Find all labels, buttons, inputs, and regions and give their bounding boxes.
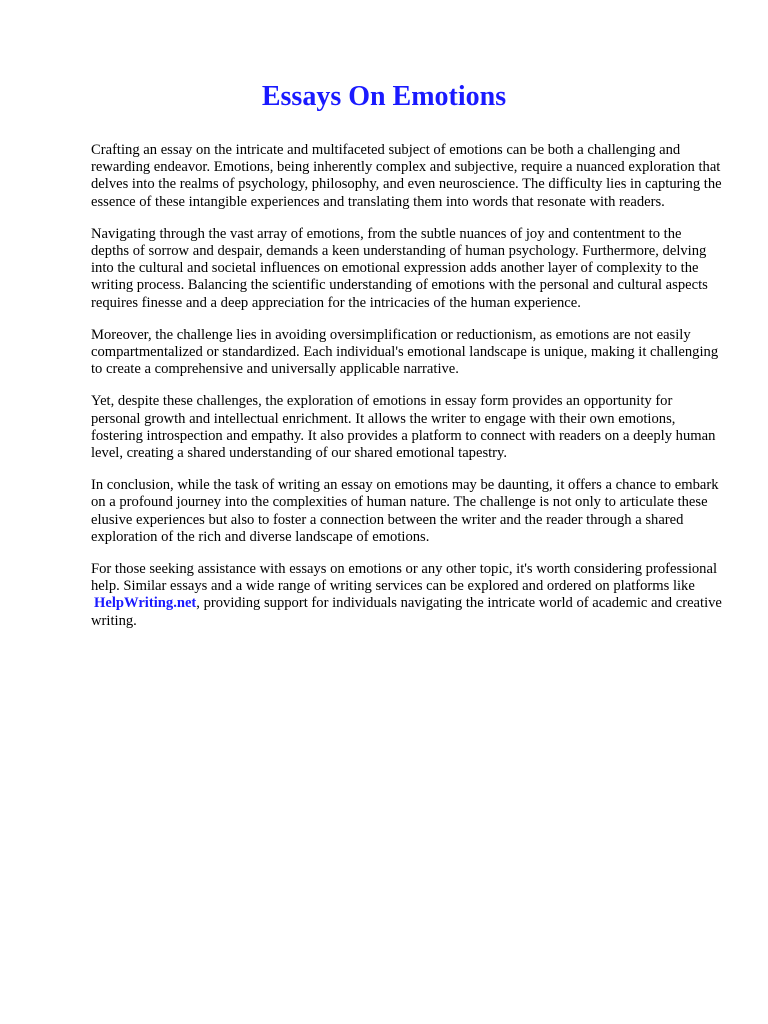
- paragraph-4: Yet, despite these challenges, the exploration of emotions in essay form provides an opportunity for personal growth and intellectual enrichment. It allows the writer to engage with their own emotions, fostering introspection and empathy. It also provides a platform to connect with readers on a deeply human level, creating a shared understanding of our shared emotional tapestry.: [91, 393, 716, 462]
- closing-paragraph: [91, 561, 722, 630]
- paragraph-1: Crafting an essay on the intricate and multifaceted subject of emotions can be both a challenging and rewarding endeavor. Emotions, being inherently complex and subjective, require a nuanced exploration that delves into the realms of psychology, philosophy, and even neuroscience. The difficulty lies in capturing the essence of these intangible experiences and translating them into words that resonate with readers.: [91, 142, 722, 210]
- paragraph-3: Moreover, the challenge lies in avoiding oversimplification or reductionism, as emotions are not easily compartmentalized or standardized. Each individual's emotional landscape is unique, making it challenging to create a comprehensive and universally applicable narrative.: [91, 326, 719, 378]
- closing-text-after-link: , providing support for individuals navigating the intricate world of academic and creative writing.: [91, 595, 722, 629]
- page-title: Essays On Emotions: [261, 81, 507, 112]
- closing-text-before-link: For those seeking assistance with essays on emotions or any other topic, it's worth considering professional help. Similar essays and a wide range of writing services can be explored and ordered on platforms like: [91, 561, 717, 595]
- helpwriting-link[interactable]: HelpWriting.net: [94, 595, 197, 612]
- paragraph-2: Navigating through the vast array of emotions, from the subtle nuances of joy and contentment to the depths of sorrow and despair, demands a keen understanding of human psychology. Furthermore, delving into the cultural and societal influences on emotional expression adds another layer of complexity to the writing process. Balancing the scientific understanding of emotions with the personal and cultural aspects requires finesse and a deep appreciation for the intricacies of the human experience.: [91, 225, 708, 311]
- paragraph-5: In conclusion, while the task of writing an essay on emotions may be daunting, it offers a chance to embark on a profound journey into the complexities of human nature. The challenge is not only to articulate these elusive experiences but also to foster a connection between the writer and the reader through a shared exploration of the rich and diverse landscape of emotions.: [91, 477, 719, 545]
